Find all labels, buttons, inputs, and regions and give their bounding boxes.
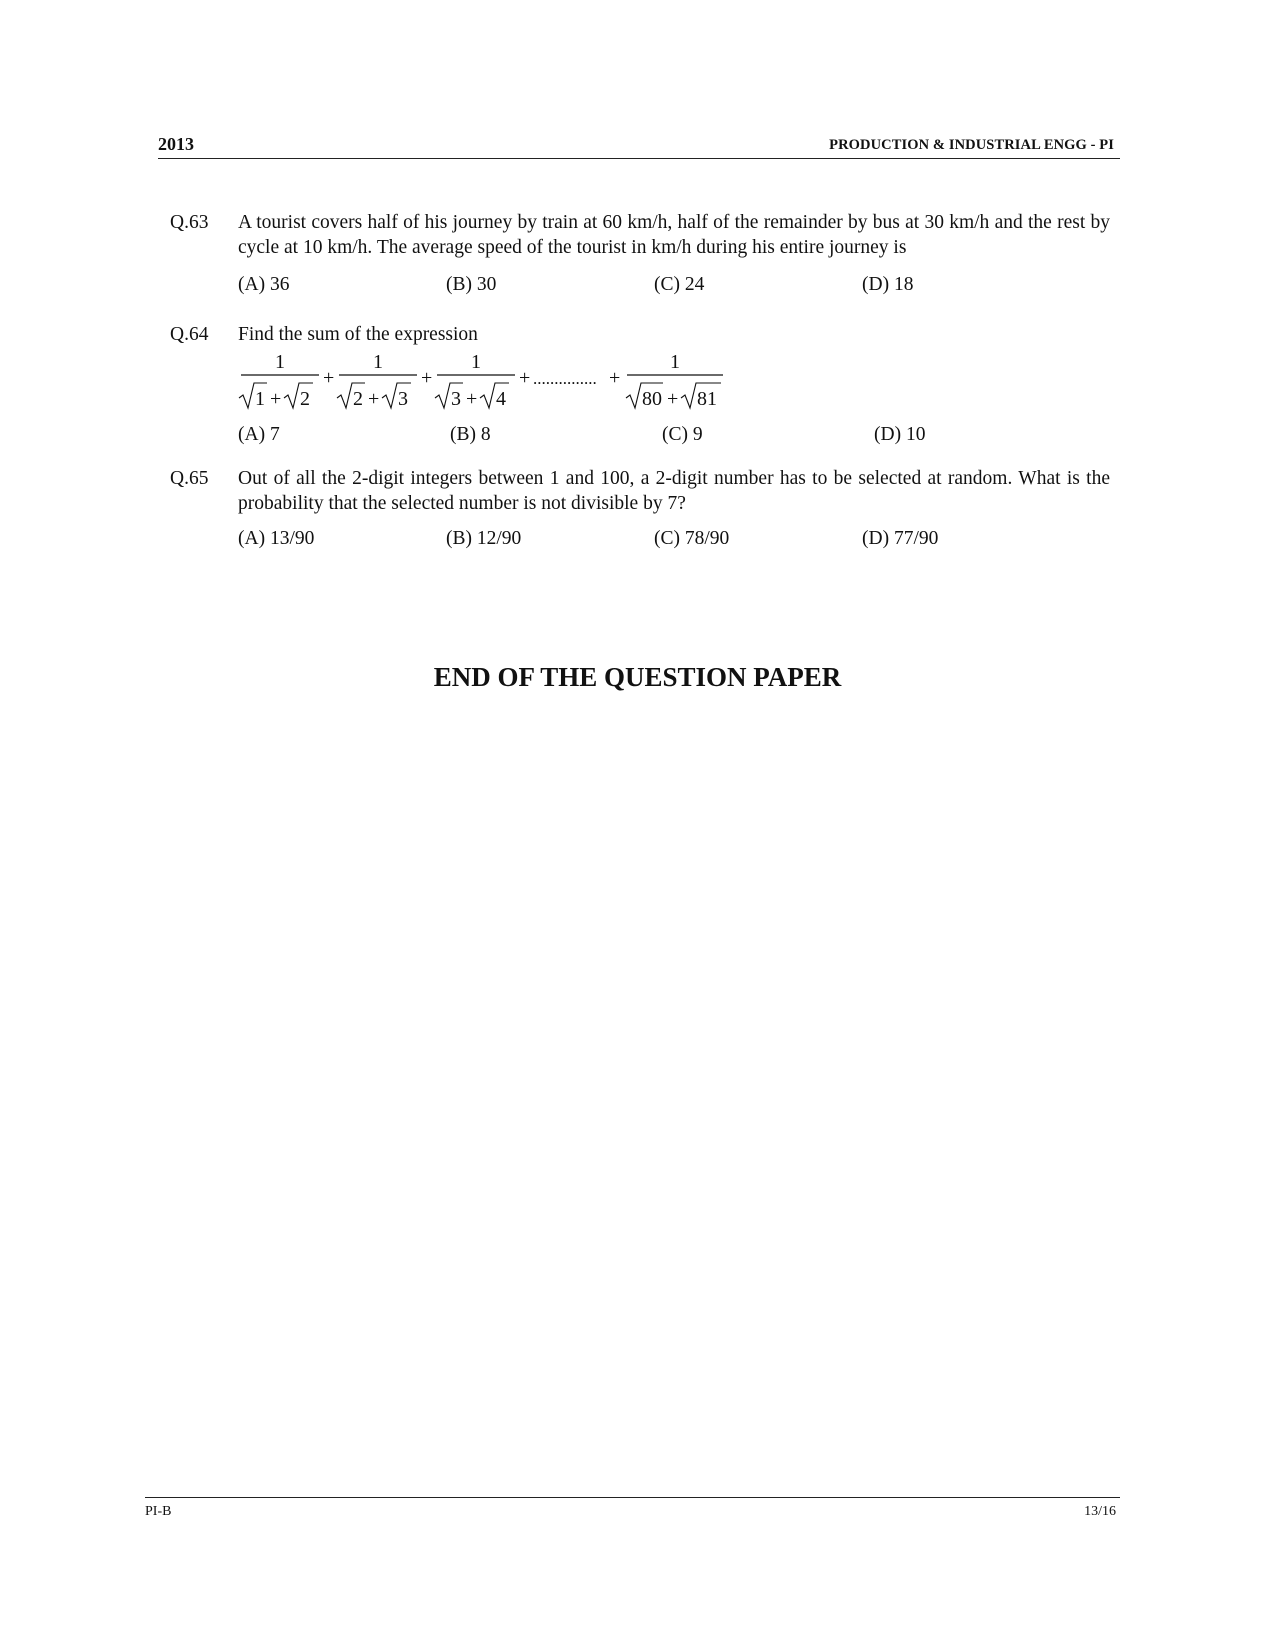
option-d: (D) 77/90 (862, 528, 939, 549)
page-header (158, 132, 1120, 159)
option-c: (C) 78/90 (654, 528, 730, 549)
option-c: (C) 24 (654, 274, 705, 295)
radicand: 2 (300, 388, 310, 410)
question-63 (170, 210, 1110, 295)
question-number: Q.65 (170, 468, 209, 489)
radicand: 4 (496, 388, 506, 410)
radicand: 3 (451, 388, 461, 410)
numerator: 1 (471, 351, 481, 373)
plus-sign: + (421, 367, 433, 389)
plus-sign: + (323, 367, 335, 389)
fraction-term-last (626, 351, 723, 410)
fraction-term-2 (337, 351, 417, 410)
option-b: (B) 12/90 (446, 528, 522, 549)
option-b: (B) 30 (446, 274, 497, 295)
numerator: 1 (373, 351, 383, 373)
option-a: (A) 7 (238, 424, 280, 445)
option-b: (B) 8 (450, 424, 491, 445)
plus-sign: + (667, 388, 679, 410)
numerator: 1 (670, 351, 680, 373)
option-d: (D) 10 (874, 424, 926, 445)
numerator: 1 (275, 351, 285, 373)
page-footer (145, 1497, 1120, 1518)
option-a: (A) 36 (238, 274, 290, 295)
radicand: 81 (697, 388, 717, 410)
radicand: 80 (642, 388, 662, 410)
question-number: Q.63 (170, 212, 209, 233)
plus-sign: + (609, 367, 621, 389)
plus-sign: + (466, 388, 478, 410)
fraction-term-1 (239, 351, 319, 410)
plus-sign: + (270, 388, 282, 410)
end-of-paper-heading: END OF THE QUESTION PAPER (433, 662, 842, 692)
plus-sign: + (368, 388, 380, 410)
question-65 (170, 466, 1110, 549)
radicand: 2 (353, 388, 363, 410)
question-text: Out of all the 2-digit integers between 1 and 100, a 2-digit number has to be selected at random. What is the probability that the selected number is not divisible by 7? (238, 468, 1110, 514)
paper-subject: PRODUCTION & INDUSTRIAL ENGG - PI (829, 137, 1114, 153)
option-c: (C) 9 (662, 424, 703, 445)
exam-year: 2013 (158, 134, 194, 154)
page-number: 13/16 (1084, 1504, 1116, 1519)
question-text: A tourist covers half of his journey by train at 60 km/h, half of the remainder by bus at 30 km/h and the rest by cycle at 10 km/h. The average speed of the tourist in km/h during his entire journey is (238, 212, 1110, 258)
ellipsis: ............... (533, 369, 597, 388)
question-text: Find the sum of the expression (238, 324, 478, 345)
radicand: 1 (255, 388, 265, 410)
option-d: (D) 18 (862, 274, 914, 295)
paper-code: PI-B (145, 1504, 172, 1519)
series-expression (237, 348, 757, 412)
radicand: 3 (398, 388, 408, 410)
plus-sign: + (519, 367, 531, 389)
option-a: (A) 13/90 (238, 528, 315, 549)
fraction-term-3 (435, 351, 515, 410)
question-number: Q.64 (170, 324, 209, 345)
